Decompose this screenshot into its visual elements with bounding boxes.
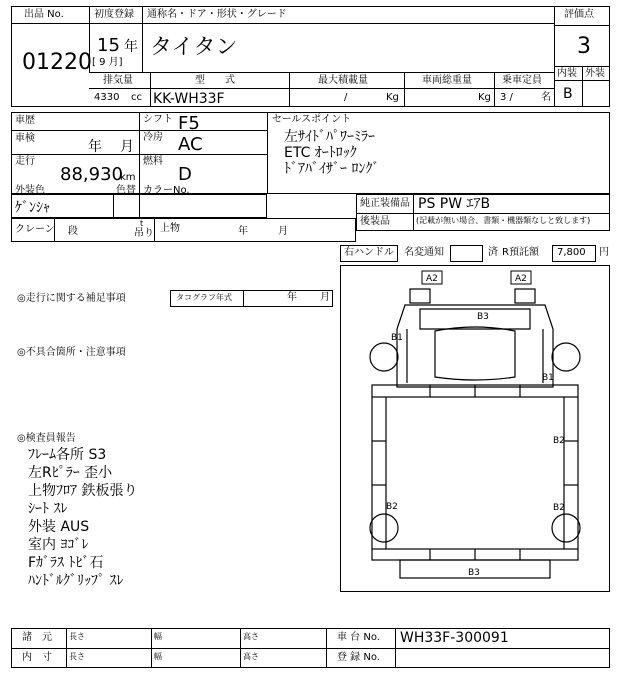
gross-weight-label: 車両総重量 [422, 75, 472, 86]
damage-mark: A2 [515, 274, 527, 284]
registration-year: 15 [97, 35, 120, 56]
spec-length-label: 長さ [69, 632, 85, 641]
chassis-number: WH33F-300091 [400, 630, 509, 646]
specs-label: 諸 元 [22, 632, 52, 643]
crane-lift-unit: 吊り [134, 228, 154, 239]
shift-value: F5 [178, 113, 200, 134]
crane-stage-unit: 段 [68, 226, 78, 237]
history-label: 車歴 [15, 115, 35, 126]
displacement-value: 4330 [94, 92, 120, 103]
max-load-unit: Kg [386, 92, 399, 103]
fuel-value: D [178, 164, 192, 185]
yen-unit: 円 [599, 247, 609, 258]
damage-mark: B1 [542, 373, 554, 383]
sales-point: ﾄﾞｱﾊﾞｲｻﾞｰ ﾛﾝｸﾞ [284, 161, 380, 177]
aftermarket-label: 後装品 [360, 216, 390, 227]
dims-length-label: 長さ [69, 652, 85, 661]
shift-label: シフト [143, 114, 173, 125]
inspector-line: 上物ﾌﾛｱ 鉄板張り [28, 483, 138, 499]
damage-mark: B1 [391, 333, 403, 343]
spec-height-label: 高さ [243, 632, 259, 641]
displacement-label: 排気量 [103, 75, 133, 86]
exterior-label: 外装 [585, 68, 605, 79]
chassis-label: 車 台 No. [337, 632, 380, 643]
inspector-line: 左Rﾋﾟﾗｰ 歪小 [28, 465, 113, 481]
inspection-label: 車検 [15, 133, 35, 144]
inspector-line: Fｶﾞﾗｽ ﾄﾋﾞ石 [28, 555, 104, 571]
max-load-value: / [344, 92, 348, 103]
right-hand-label: 右ハンドル [344, 247, 394, 258]
aircon-value: AC [178, 134, 203, 155]
color-change-label: 色替 [116, 185, 136, 196]
score: 3 [577, 34, 591, 59]
model-value: KK-WH33F [153, 91, 225, 107]
exterior-color-value: ｹﾞﾝｼｬ [15, 200, 50, 216]
recycle-settled: 済 [488, 247, 498, 258]
sales-point: ETC ｵｰﾄﾛｯｸ [284, 145, 357, 161]
damage-mark: B2 [553, 503, 565, 513]
gross-weight-unit: Kg [478, 92, 491, 103]
color-number-label: カラーNo. [143, 185, 190, 196]
inspector-line: ﾊﾝﾄﾞﾙｸﾞﾘｯﾌﾟ ｽﾚ [28, 573, 124, 589]
inspector-line: ｼｰﾄ ｽﾚ [28, 501, 68, 517]
capacity-label: 乗車定員 [502, 75, 542, 86]
cc-unit: cc [131, 92, 142, 103]
name-change-box [450, 245, 483, 262]
capacity-unit: 名 [541, 92, 551, 103]
first-registration-label: 初度登録 [94, 9, 134, 20]
interior-dims-label: 内 寸 [22, 652, 52, 663]
defects-label: ◎不具合箇所・注意事項 [17, 347, 126, 358]
inspection-month-unit: 月 [120, 139, 134, 155]
tacho-month-unit: 月 [320, 292, 330, 303]
inspector-line: 室内 ﾖｺﾞﾚ [28, 537, 89, 553]
registration-number-label: 登 録 No. [337, 652, 380, 663]
inspector-line: 外装 AUS [28, 519, 90, 535]
lot-label: 出品 No. [24, 9, 64, 20]
damage-mark: B3 [468, 568, 480, 578]
model-label: 型 式 [195, 75, 235, 86]
deck-month-unit: 月 [278, 226, 288, 237]
tacho-year-unit: 年 [287, 292, 297, 303]
aircon-label: 冷房 [143, 132, 163, 143]
exterior-color-label: 外装色 [15, 185, 45, 196]
fuel-label: 燃料 [143, 156, 163, 167]
sales-point: 左ｻｲﾄﾞﾊﾟﾜｰﾐﾗｰ [284, 129, 375, 145]
name-change-label: 名変通知 [404, 247, 444, 258]
driving-notes-label: ◎走行に関する補足事項 [17, 293, 126, 304]
inspector-line: ﾌﾚｰﾑ各所 S3 [28, 447, 107, 463]
mileage-value: 88,930 [60, 164, 123, 185]
dims-width-label: 幅 [154, 652, 162, 661]
sales-points-label: セールスポイント [272, 114, 352, 125]
car-name-label: 通称名・ドア・形状・グレード [147, 9, 287, 20]
car-name: タイタン [150, 35, 238, 60]
registration-month: [ 9 月] [92, 57, 123, 68]
crane-label: クレーン [15, 224, 55, 235]
tacho-label: タコグラフ年式 [176, 293, 232, 302]
truck-damage-diagram [340, 265, 610, 592]
inspection-year-unit: 年 [88, 139, 102, 155]
damage-mark: B2 [386, 502, 398, 512]
damage-mark: B3 [477, 312, 489, 322]
recycle-amount: 7,800 [557, 247, 586, 258]
lot-number: 01220 [22, 50, 92, 75]
crane-tons-unit: t [140, 219, 144, 228]
spec-width-label: 幅 [154, 632, 162, 641]
score-label: 評価点 [564, 9, 594, 20]
crane-table [11, 218, 356, 242]
deck-year-unit: 年 [238, 226, 248, 237]
damage-mark: B2 [553, 436, 565, 446]
options-label: 純正装備品 [360, 198, 410, 209]
inspector-report-label: ◎検査員報告 [17, 433, 76, 444]
max-load-label: 最大積載量 [318, 75, 368, 86]
capacity-value: 3 / [500, 92, 513, 103]
diagram-frame [341, 266, 610, 592]
options-value: PS PW ｴｱB [418, 196, 491, 212]
interior-label: 内装 [557, 68, 577, 79]
recycle-label: R預託額 [502, 247, 539, 258]
registration-year-unit: 年 [124, 39, 138, 55]
damage-mark: A2 [426, 274, 438, 284]
mileage-label: 走行 [15, 156, 35, 167]
interior-grade: B [563, 86, 573, 102]
deck-label: 上物 [160, 223, 180, 234]
aftermarket-note: (記載が無い場合、書類・機器類なしと致します) [416, 216, 591, 225]
mileage-unit: km [120, 172, 136, 183]
dims-height-label: 高さ [243, 652, 259, 661]
